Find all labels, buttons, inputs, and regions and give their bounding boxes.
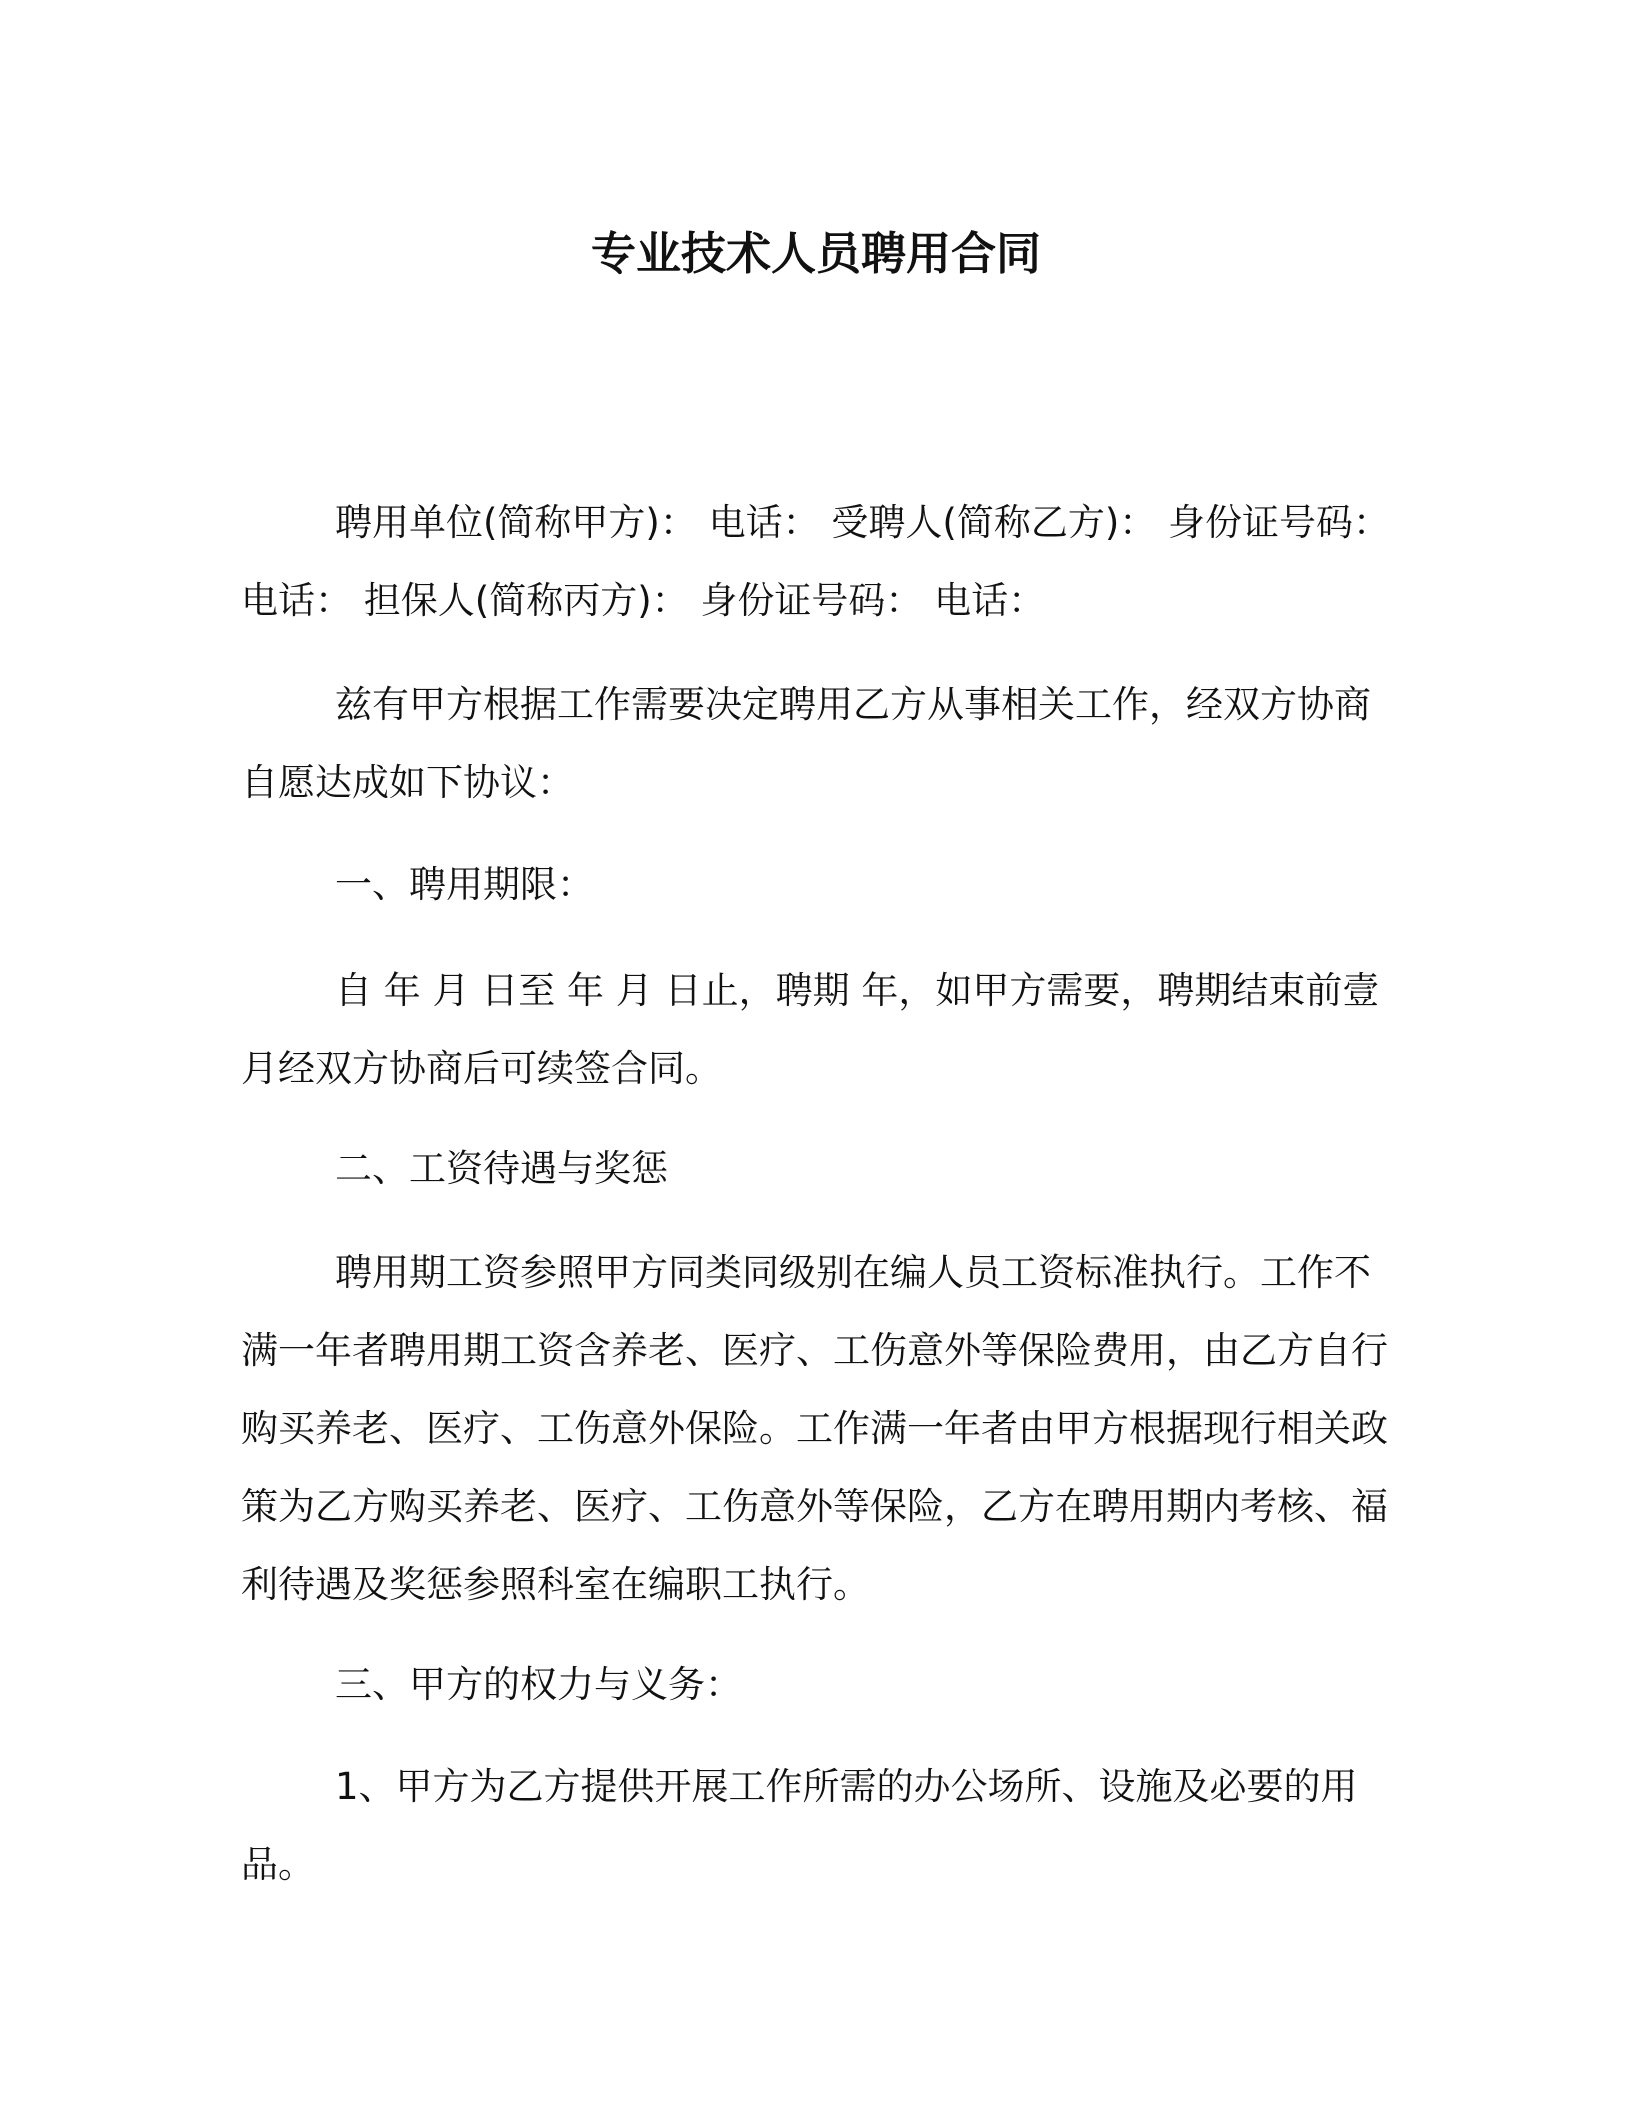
section-heading-party-a-rights: 三、甲方的权力与义务： [335, 1663, 742, 1706]
document-title: 专业技术人员聘用合同 [590, 227, 1041, 280]
term-paragraph: 自 年 月 日至 年 月 日止，聘期 年，如甲方需要，聘期结束前壹月经双方协商后可续签合同。 [241, 969, 1380, 1090]
parties-paragraph: 聘用单位(简称甲方)： 电话： 受聘人(简称乙方)： 身份证号码： 电话： 担保人(简称丙方)： 身份证号码： 电话： [241, 501, 1391, 622]
section-heading-salary: 二、工资待遇与奖惩 [335, 1147, 668, 1190]
salary-paragraph: 聘用期工资参照甲方同类同级别在编人员工资标准执行。工作不满一年者聘用期工资含养老、医疗、工伤意外等保险费用，由乙方自行购买养老、医疗、工伤意外保险。工作满一年者由甲方根据现行相关政策为乙方购买养老、医疗、工伤意外等保险，乙方在聘用期内考核、福利待遇及奖惩参照科室在编职工执行。 [241, 1251, 1388, 1606]
party-a-obligation-1: 1、甲方为乙方提供开展工作所需的办公场所、设施及必要的用品。 [241, 1765, 1358, 1886]
agreement-intro-paragraph: 兹有甲方根据工作需要决定聘用乙方从事相关工作，经双方协商自愿达成如下协议： [241, 683, 1371, 804]
section-heading-term: 一、聘用期限： [335, 863, 594, 906]
